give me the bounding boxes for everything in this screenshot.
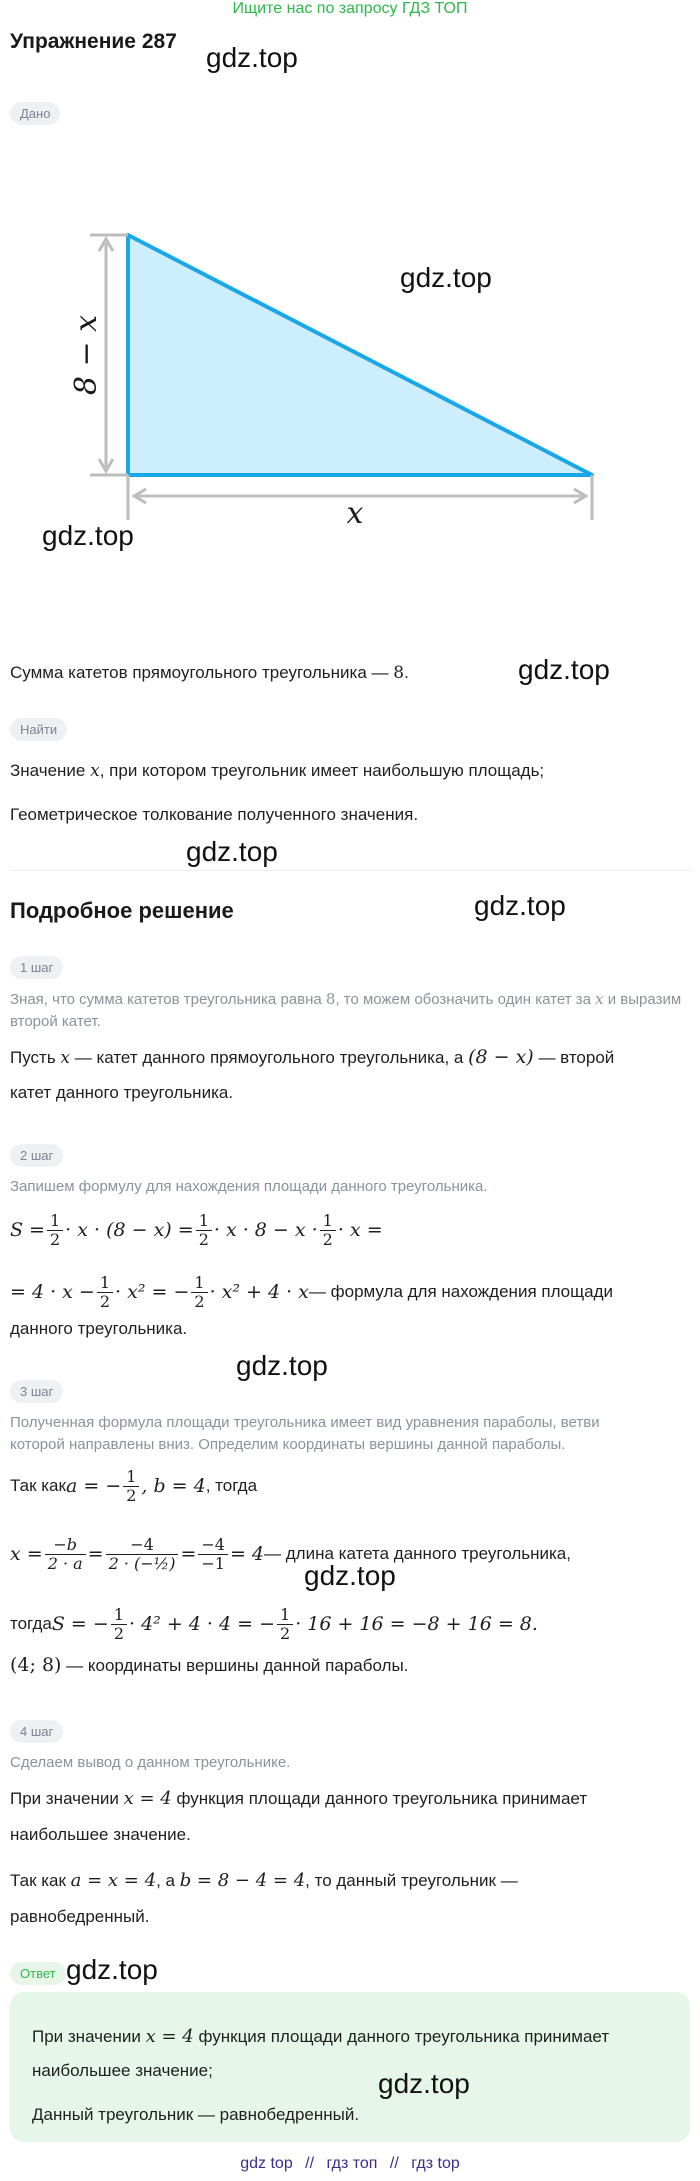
triangle-shape <box>128 235 592 475</box>
watermark: gdz.top <box>378 2068 470 2099</box>
answer-line-1 <box>32 2024 609 2050</box>
area-formula-line-2: = 4 · x − $\frac{1}{2}$ · x² = − $\frac{1}{2}$ · x² + 4 · x — формула для нахождения площади <box>10 1272 613 1311</box>
step3-chip-label: 3 шаг <box>10 1380 63 1403</box>
answer-line-1-a: При значении <box>32 2027 146 2046</box>
step1-line-1-expr: (8 − x) <box>468 1046 534 1068</box>
side-label: 8 − x <box>69 314 104 396</box>
answer-line-1-b: функция площади данного треугольника принимает <box>193 2027 610 2046</box>
step2-description: Запишем формулу для нахождения площади данного треугольника. <box>10 1178 488 1195</box>
area-formula-caption: — формула для нахождения площади <box>308 1282 613 1301</box>
watermark: gdz.top <box>236 1350 328 1381</box>
footer-link-2[interactable]: гдз топ <box>326 2155 378 2172</box>
footer-separator: // <box>305 2155 315 2172</box>
watermark: gdz.top <box>518 654 610 685</box>
step1-desc-num: 8 <box>325 990 336 1008</box>
step1-line-1 <box>10 1044 614 1071</box>
vertex-coords: (4; 8) <box>10 1654 62 1676</box>
section-divider <box>10 870 690 871</box>
step2-chip <box>10 1144 63 1167</box>
step4-line-3-c: , то данный треугольник — <box>305 1871 518 1890</box>
step2-chip-label: 2 шаг <box>10 1144 63 1167</box>
step4-chip-label: 4 шаг <box>10 1720 63 1743</box>
watermark: gdz.top <box>206 42 298 73</box>
footer-separator: // <box>389 2155 399 2172</box>
answer-line-2: наибольшее значение; <box>32 2061 213 2080</box>
vertex-x-formula: x = $\frac{-b}{2 \cdot a}$ = $\frac{-4}{\text{2 · (−½)}}$ = $\frac{-4}{-1}$ = 4 — длина катета данного треугольника, <box>10 1534 571 1573</box>
footer-links <box>0 2155 700 2173</box>
step4-chip <box>10 1720 63 1743</box>
watermark: gdz.top <box>400 262 492 293</box>
given-text-value: 8 <box>393 663 405 683</box>
find-item-1-prefix: Значение <box>10 761 91 780</box>
search-banner[interactable]: Ищите нас по запросу ГДЗ ТОП <box>232 0 468 17</box>
watermark: gdz.top <box>474 890 566 921</box>
find-item-1 <box>10 758 544 784</box>
base-label: x <box>346 496 364 531</box>
watermark: gdz.top <box>42 520 134 551</box>
step1-line-1-a: Пусть <box>10 1048 61 1067</box>
step1-desc-c: и выразим второй катет. <box>10 991 682 1030</box>
step4-line-3-expr2: b = 8 − 4 = 4 <box>179 1870 306 1891</box>
watermark: gdz.top <box>66 1954 158 1985</box>
since-suffix: , тогда <box>205 1476 258 1495</box>
page-title: Упражнение 287 <box>10 30 177 53</box>
vertex-coords-line <box>10 1652 408 1679</box>
step1-desc-var: x <box>595 990 604 1008</box>
vertex-coords-caption: — координаты вершины данной параболы. <box>61 1656 409 1675</box>
answer-line-3: Данный треугольник — равнобедренный. <box>32 2105 360 2124</box>
find-item-1-var: x <box>90 761 100 781</box>
area-formula-lhs: S = <box>10 1219 45 1241</box>
then-prefix: тогда <box>10 1614 52 1633</box>
step4-line-3 <box>10 1868 518 1894</box>
answer-line-1-expr: x = 4 <box>145 2026 194 2047</box>
solution-heading: Подробное решение <box>10 898 234 923</box>
step1-description <box>10 988 690 1033</box>
step3-description-1: Полученная формула площади треугольника имеет вид уравнения параболы, ветви <box>10 1414 600 1431</box>
since-line: Так как a = − $\frac{1}{2}$ , b = 4 , тогда <box>10 1466 258 1505</box>
step1-chip <box>10 956 63 979</box>
watermark: gdz.top <box>186 836 278 867</box>
step4-line-1-expr: x = 4 <box>123 1788 172 1809</box>
step3-chip <box>10 1380 63 1403</box>
area-formula-line-1: S = $\frac{1}{2}$ · x · (8 − x) = $\frac{1}{2}$ · x · 8 − x · $\frac{1}{2}$ · x = <box>10 1210 383 1249</box>
step4-line-1-b: функция площади данного треугольника принимает <box>171 1789 588 1808</box>
find-item-2: Геометрическое толкование полученного значения. <box>10 805 419 824</box>
step4-line-2: наибольшее значение. <box>10 1825 191 1844</box>
find-chip <box>10 718 67 741</box>
step1-chip-label: 1 шаг <box>10 956 63 979</box>
step1-desc-a: Зная, что сумма катетов треугольника равна <box>10 991 326 1008</box>
find-chip-label: Найти <box>10 718 67 741</box>
vertex-x-caption: — длина катета данного треугольника, <box>264 1544 571 1563</box>
answer-chip-label: Ответ <box>10 1962 66 1985</box>
step4-line-3-a: Так как <box>10 1871 71 1890</box>
step4-line-1-a: При значении <box>10 1789 124 1808</box>
step4-line-4: равнобедренный. <box>10 1907 150 1926</box>
triangle-diagram <box>0 215 700 535</box>
step1-desc-b: , то можем обозначить один катет за <box>335 991 596 1008</box>
step4-line-3-expr1: a = x = 4 <box>70 1870 157 1891</box>
given-chip-label: Дано <box>10 102 60 125</box>
given-text <box>10 660 409 686</box>
watermark: gdz.top <box>304 1560 396 1591</box>
step1-line-1-b: — катет данного прямоугольного треугольника, а <box>70 1048 469 1067</box>
vertex-y-formula: тогда S = − $\frac{1}{2}$ · 4² + 4 · 4 = − $\frac{1}{2}$ · 16 + 16 = −8 + 16 = 8. <box>10 1604 538 1643</box>
step4-line-1 <box>10 1786 587 1812</box>
given-text-prefix: Сумма катетов прямоугольного треугольника — <box>10 663 394 682</box>
step3-description-2: которой направлены вниз. Определим координаты вершины данной параболы. <box>10 1436 566 1453</box>
footer-link-1[interactable]: gdz top <box>240 2155 293 2172</box>
step1-line-1-c: — второй <box>533 1048 615 1067</box>
find-item-1-suffix: , при котором треугольник имеет наибольшую площадь; <box>99 761 545 780</box>
given-chip <box>10 102 60 125</box>
step1-line-2: катет данного треугольника. <box>10 1083 234 1102</box>
step4-line-3-b: , а <box>156 1871 180 1890</box>
since-prefix: Так как <box>10 1476 66 1495</box>
step4-description: Сделаем вывод о данном треугольнике. <box>10 1754 291 1771</box>
area-formula-caption-2: данного треугольника. <box>10 1319 188 1338</box>
footer-link-3[interactable]: гдз top <box>411 2155 460 2172</box>
answer-chip <box>10 1962 66 1985</box>
given-text-suffix: . <box>404 663 409 682</box>
step1-line-1-var: x <box>60 1048 70 1068</box>
